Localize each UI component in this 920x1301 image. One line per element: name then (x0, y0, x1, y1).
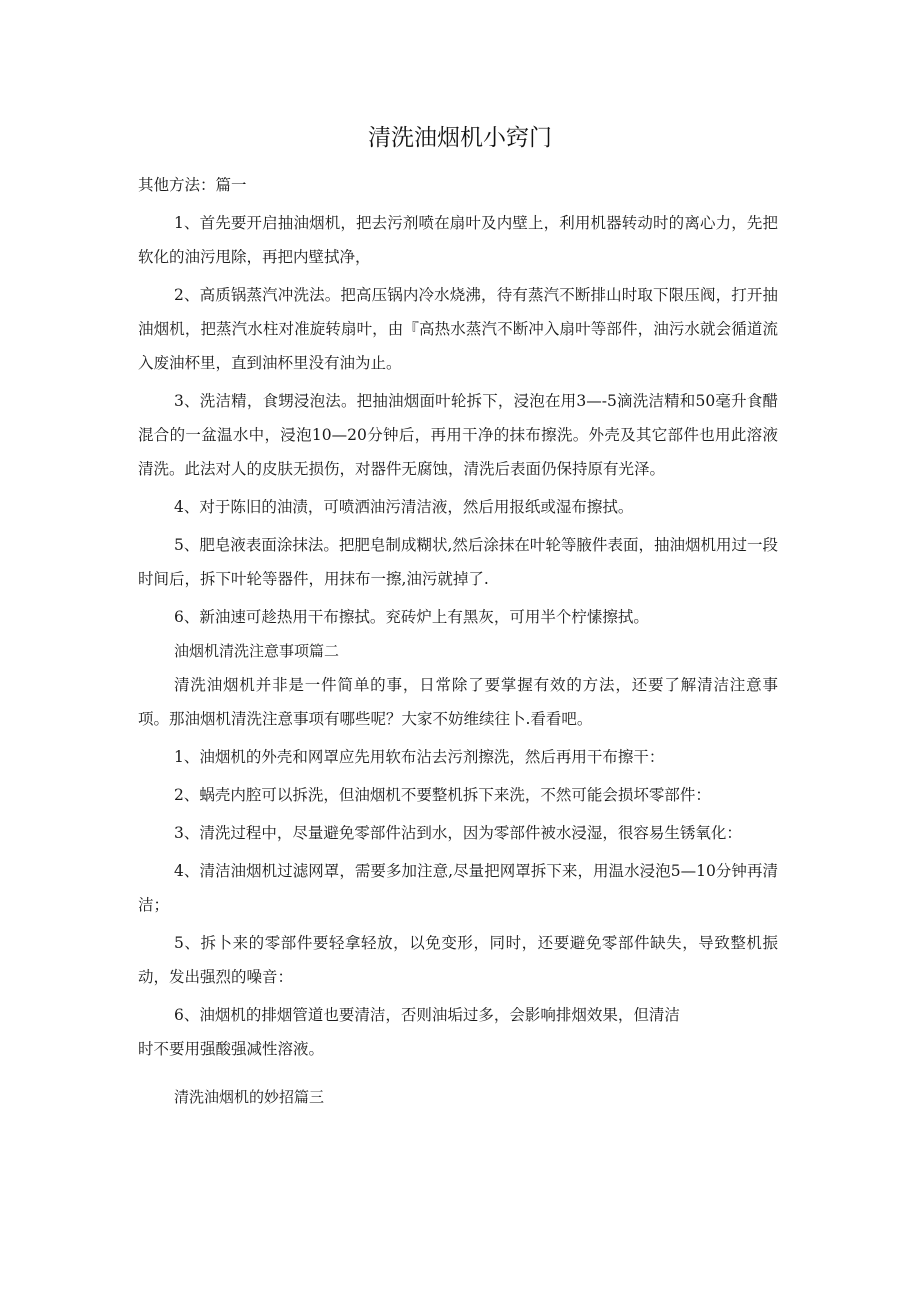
section1-item-2: 2、高质锅蒸汽冲洗法。把高压锅内冷水烧沸，待有蒸汽不断排山时取下限压阀，打开抽油烟机，把蒸汽水柱对准旋转扇叶，由『高热水蒸汽不断冲入扇叶等部件，油污水就会循道流入废油杯里，直到油杯里没有油为止。 (138, 286, 778, 372)
page-title: 清洗油烟机小窍门 (368, 125, 552, 151)
section2-heading: 油烟机清洗注意事项篇二 (174, 642, 340, 660)
section3-heading: 清洗油烟机的妙招篇三 (174, 1088, 325, 1106)
section1-item-3: 3、洗洁精，食甥浸泡法。把抽油烟面叶轮拆下，浸泡在用3—-5滴洗洁精和50毫升食醋混合的一盆温水中，浸泡10—20分钟后，再用干净的抹布擦洗。外壳及其它部件也用此溶液清洗。此法对人的皮肤无损伤，对器件无腐蚀，清洗后表面仍保持原有光泽。 (138, 392, 778, 478)
section2-item-6-line1: 6、油烟机的排烟管道也要清洁，否则油垢过多，会影响排烟效果，但清洁 (174, 1006, 680, 1024)
section2-item-2: 2、蜗壳内腔可以拆洗，但油烟机不要整机拆下来洗，不然可能会损坏零部件： (174, 786, 711, 804)
section2-item-5: 5、拆卜来的零部件要轻拿轻放，以免变形，同时，还要避免零部件缺失，导致整机振动，发出强烈的噪音： (138, 934, 778, 986)
section2-item-6-line2: 时不要用强酸强减性溶液。 (138, 1040, 325, 1058)
section1-item-1: 1、首先要开启抽油烟机，把去污剂喷在扇叶及内壁上，利用机器转动时的离心力，先把软化的油污甩除，再把内壁拭净， (138, 214, 778, 266)
section2-item-3: 3、清洗过程中，尽量避免零部件沾到水，因为零部件被水浸湿，很容易生锈氧化： (174, 824, 742, 842)
section2-intro: 清洗油烟机并非是一件简单的事，日常除了要掌握有效的方法，还要了解清洁注意事项。那油烟机清洗注意事项有哪些呢？大家不妨维续往卜.看看吧。 (138, 676, 778, 728)
section2-item-1: 1、油烟机的外壳和网罩应先用软布沾去污剂擦洗，然后再用干布擦干： (174, 748, 665, 766)
document-body (138, 168, 778, 1114)
section1-item-6: 6、新油速可趁热用干布擦拭。兖砖炉上有黑灰，可用半个柠愫擦拭。 (174, 608, 649, 626)
section2-item-4: 4、清洁油烟机过滤网罩，需要多加注意,尽量把网罩拆下来，用温水浸泡5—10分钟再清洁； (138, 862, 778, 914)
section1-heading: 其他方法：篇一 (138, 176, 247, 194)
section1-item-4: 4、对于陈旧的油渍，可喷洒油污清洁液，然后用报纸或湿布擦拭。 (174, 498, 634, 516)
section1-item-5: 5、肥皂液表面涂抹法。把肥皂制成糊状,然后涂抹在叶轮等腋件表面，抽油烟机用过一段时间后，拆下叶轮等器件，用抹布一擦,油污就掉了. (138, 536, 778, 588)
